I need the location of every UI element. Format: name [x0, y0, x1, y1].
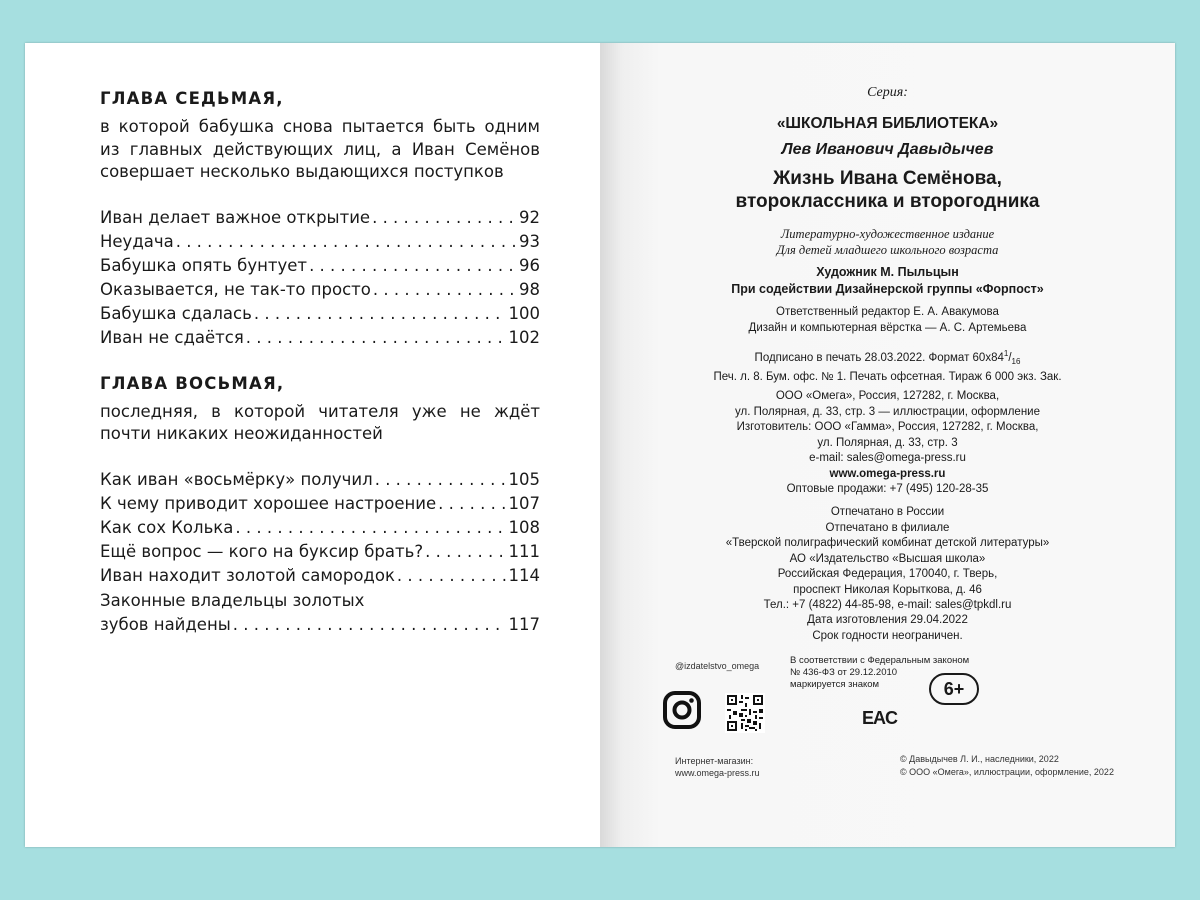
publisher-line: ул. Полярная, д. 33, стр. 3 — иллюстрации, оформление — [734, 405, 1040, 418]
manufacture-date: Дата изготовления 29.04.2022 — [807, 614, 968, 626]
publisher-line: ООО «Омега», Россия, 127282, г. Москва, — [775, 390, 1000, 402]
design-line: Дизайн и компьютерная вёрстка — А. С. Артемьева — [748, 321, 1027, 334]
toc-entry-text: К чему приводит хорошее настроение — [100, 493, 437, 513]
publisher-email: e-mail: sales@omega-press.ru — [809, 452, 966, 464]
leader-dots — [233, 613, 507, 637]
leader-dots — [375, 468, 507, 492]
book-spread — [25, 43, 1175, 847]
shelf-life: Срок годности неограничен. — [812, 629, 963, 642]
toc-entry — [100, 516, 540, 540]
chapter-title: ГЛАВА СЕДЬМАЯ, — [100, 89, 284, 108]
toc-entry — [100, 540, 540, 564]
imprint-page — [600, 43, 1175, 847]
toc-entry-text: Ещё вопрос — кого на буксир брать? — [100, 542, 424, 562]
toc-entry-text: Оказывается, не так-то просто — [100, 280, 371, 300]
toc-entry — [100, 302, 540, 326]
toc-entry-line2 — [100, 613, 540, 637]
leader-dots — [372, 206, 517, 230]
law-line: маркируется знаком — [790, 679, 880, 690]
leader-dots — [373, 278, 517, 302]
toc-entry-text: Иван не сдаётся — [100, 328, 244, 348]
leader-dots — [438, 492, 506, 516]
toc-entry-page: 111 — [508, 542, 540, 562]
toc-entry-page: 96 — [519, 255, 540, 275]
printing-line: проспект Николая Корыткова, д. 46 — [793, 583, 982, 596]
online-shop — [675, 755, 760, 779]
toc-entry-page: 107 — [508, 493, 540, 513]
chapter-description: в которой бабушка снова пытается быть одним из главных действующих лиц, а Иван Семёнов совершает несколько выдающихся поступков — [100, 117, 540, 181]
publisher-line: ул. Полярная, д. 33, стр. 3 — [817, 436, 958, 449]
toc-entry — [100, 230, 540, 254]
toc-entry — [100, 278, 540, 302]
age-rating-badge: 6+ — [929, 673, 979, 705]
chapter-entries — [100, 468, 540, 637]
leader-dots — [309, 254, 517, 278]
toc-entry-page: 92 — [519, 207, 540, 227]
artist-line: Художник М. Пыльцын — [816, 265, 959, 279]
toc-entry-text: Как иван «восьмёрку» получил — [100, 469, 373, 489]
shop-label: Интернет-магазин: — [675, 756, 754, 766]
instagram-icon[interactable] — [662, 690, 702, 730]
toc-entry-text: Бабушка сдалась — [100, 304, 252, 324]
toc-entry — [100, 254, 540, 278]
law-line: № 436-ФЗ от 29.12.2010 — [790, 667, 898, 678]
leader-dots — [254, 302, 507, 326]
print-info — [600, 346, 1175, 385]
signed-text: Подписано в печать 28.03.2022. Формат 60x84 — [754, 351, 1004, 364]
toc-entry-text: Как сох Колька — [100, 518, 234, 537]
artist-credits — [600, 264, 1175, 298]
law-line: В соответствии с Федеральным законом — [790, 655, 970, 666]
editor-credits — [600, 305, 1175, 336]
toc-entry — [100, 326, 540, 350]
printing-line: «Тверской полиграфический комбинат детской литературы» — [725, 537, 1050, 549]
chapter-title: ГЛАВА ВОСЬМАЯ, — [100, 373, 285, 393]
toc-entry-text: Неудача — [100, 231, 174, 251]
toc-entry — [100, 206, 540, 230]
shop-link[interactable]: www.omega-press.ru — [675, 768, 760, 778]
toc-entry-page: 108 — [508, 518, 540, 537]
author-name: Лев Иванович Давыдычев — [781, 141, 994, 158]
eac-mark-icon: EAC — [862, 708, 898, 728]
toc-entry-text: Иван делает важное открытие — [100, 207, 371, 227]
printing-line: Отпечатано в филиале — [825, 521, 950, 534]
leader-dots — [397, 564, 507, 588]
toc-entry — [100, 589, 540, 637]
toc-entry-page: 98 — [519, 280, 540, 300]
editor-line: Ответственный редактор Е. А. Авакумова — [776, 306, 999, 318]
book-title-line1: Жизнь Ивана Семёнова, — [773, 168, 1002, 189]
leader-dots — [235, 516, 506, 540]
toc-entry-text: Бабушка опять бунтует — [100, 255, 308, 275]
edition-line2: Для детей младшего школьного возраста — [776, 243, 999, 257]
publisher-line: Изготовитель: ООО «Гамма», Россия, 127282, г. Москва, — [736, 421, 1039, 433]
copyright-line: © ООО «Омега», иллюстрации, оформление, 2022 — [900, 767, 1114, 777]
table-of-contents — [100, 88, 540, 659]
toc-entry — [100, 564, 540, 588]
signed-line: Подписано в печать 28.03.2022. Формат $60x84^1/_{16}$ — [754, 349, 1021, 367]
publisher-info — [600, 389, 1175, 498]
leader-dots — [176, 230, 517, 254]
printing-line: АО «Издательство «Высшая школа» — [789, 552, 986, 565]
printing-contacts: Тел.: +7 (4822) 44-85-98, e-mail: sales@tpkdl.ru — [763, 599, 1012, 611]
edition-info — [600, 226, 1175, 258]
toc-entry-page: 114 — [508, 566, 540, 586]
printing-line: Российская Федерация, 170040, г. Тверь, — [777, 568, 998, 580]
dates-info — [600, 613, 1175, 644]
chapter-seven — [100, 88, 540, 351]
format-sup: 1 — [1003, 349, 1009, 358]
chapter-description: последняя, в которой читателя уже не ждёт почти никаких неожиданностей — [100, 401, 540, 444]
toc-entry-text-line1: Законные владельцы золотых — [100, 590, 365, 610]
toc-entry-text-line2: зубов найдены — [100, 614, 231, 634]
printing-info — [600, 505, 1175, 614]
copyright — [900, 753, 1114, 779]
publisher-website[interactable]: www.omega-press.ru — [829, 467, 946, 480]
toc-entry-page: 105 — [508, 469, 540, 489]
toc-entry — [100, 468, 540, 492]
leader-dots — [425, 540, 506, 564]
toc-entry-page: 100 — [508, 304, 540, 324]
format-sub: 16 — [1011, 357, 1021, 367]
chapter-entries — [100, 206, 540, 351]
toc-entry-page: 117 — [508, 614, 540, 634]
toc-entry-text: Иван находит золотой самородок — [100, 566, 395, 586]
wholesale-phone: Оптовые продажи: +7 (495) 120-28-35 — [786, 483, 989, 495]
chapter-eight — [100, 373, 540, 637]
imprint — [600, 43, 1175, 847]
book-title-line2: второклассника и второгодника — [735, 191, 1040, 212]
copyright-line: © Давыдычев Л. И., наследники, 2022 — [900, 754, 1059, 764]
leader-dots — [246, 326, 507, 350]
series-label: Серия: — [867, 85, 908, 100]
book-title — [600, 167, 1175, 213]
edition-line1: Литературно-художественное издание — [780, 227, 995, 241]
printing-line: Отпечатано в России — [830, 506, 945, 518]
toc-entry — [100, 492, 540, 516]
toc-entry-page: 102 — [508, 328, 540, 348]
qr-code-icon[interactable] — [725, 693, 765, 733]
instagram-handle[interactable]: @izdatelstvo_omega — [675, 661, 760, 671]
assist-line: При содействии Дизайнерской группы «Форпост» — [731, 282, 1044, 296]
print-line: Печ. л. 8. Бум. офс. № 1. Печать офсетная. Тираж 6 000 экз. Зак. — [713, 370, 1062, 383]
series-name: «ШКОЛЬНАЯ БИБЛИОТЕКА» — [776, 115, 999, 132]
toc-entry-page: 93 — [519, 231, 540, 251]
